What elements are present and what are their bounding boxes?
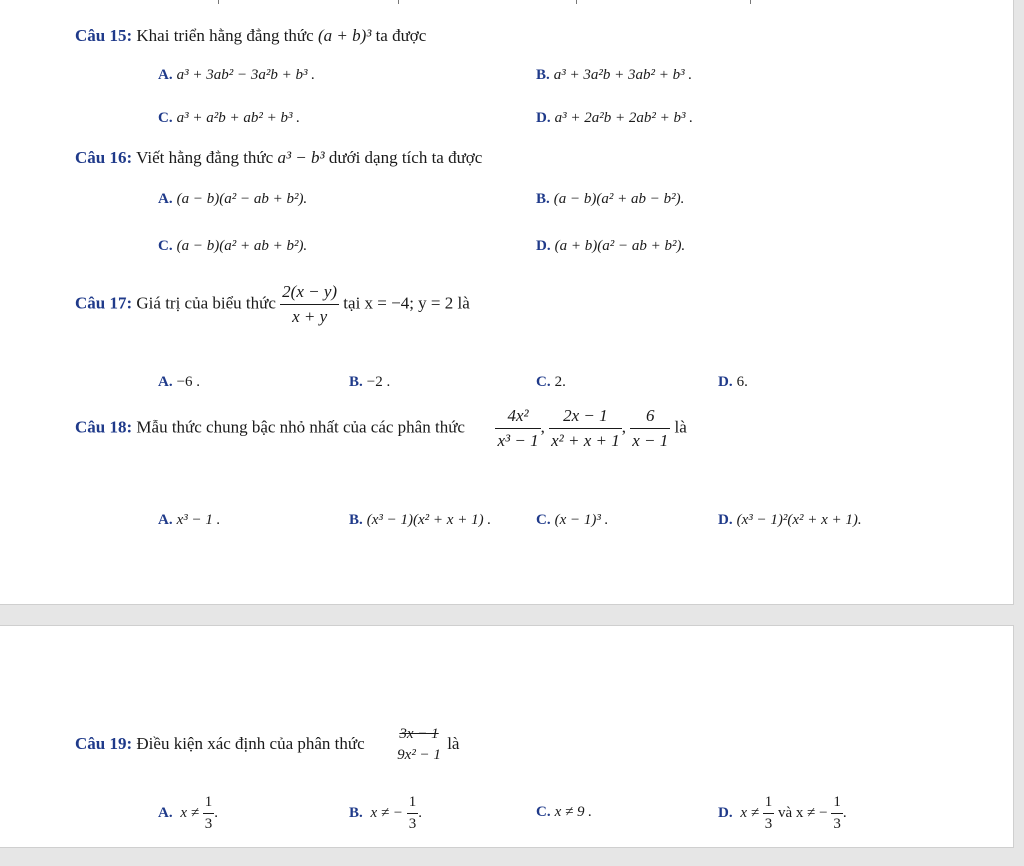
option-letter: C. <box>536 804 551 820</box>
option-text: (a + b)(a² − ab + b²). <box>554 238 686 254</box>
option-text: x ≠ 9 . <box>554 804 592 820</box>
option-letter: C. <box>536 374 551 390</box>
page-edge-mark <box>750 0 751 4</box>
option-b[interactable] <box>349 794 422 833</box>
question-expression: a³ − b³ <box>277 148 325 167</box>
document-page-2 <box>0 625 1014 848</box>
question-text: Viết hằng đẳng thức <box>136 148 274 167</box>
option-letter: D. <box>536 238 551 254</box>
option-c[interactable] <box>536 512 608 529</box>
option-text: a³ + a²b + ab² + b³ . <box>176 110 300 126</box>
question-tail: ta được <box>375 26 427 45</box>
option-suffix: . <box>418 804 423 821</box>
option-suffix: . <box>214 804 218 821</box>
fraction-3 <box>630 406 670 451</box>
question-tail: tại x = −4; y = 2 là <box>343 293 470 313</box>
fraction <box>407 794 419 833</box>
option-a[interactable] <box>158 794 218 833</box>
option-letter: B. <box>349 374 363 390</box>
option-letter: D. <box>536 110 551 126</box>
option-letter: C. <box>158 238 173 254</box>
fraction-denominator: 3 <box>764 816 773 832</box>
option-text: −2 . <box>366 374 391 390</box>
option-prefix: x ≠ <box>180 804 199 821</box>
option-b[interactable] <box>349 512 491 529</box>
fraction-numerator: 2(x − y) <box>280 282 339 305</box>
fraction-2 <box>549 406 622 451</box>
option-text: a³ + 3a²b + 3ab² + b³ . <box>553 67 693 83</box>
option-d[interactable] <box>536 238 685 255</box>
fraction-denominator: x³ − 1 <box>497 431 539 450</box>
option-text: (x³ − 1)(x² + x + 1) . <box>366 512 492 528</box>
question-text: Khai triển hằng đẳng thức <box>136 26 314 45</box>
fraction-denominator: x + y <box>292 307 328 326</box>
option-c[interactable] <box>158 110 300 127</box>
option-letter: A. <box>158 67 173 83</box>
question-label: Câu 17: <box>75 293 133 313</box>
question-text: Giá trị của biểu thức <box>136 293 276 313</box>
option-letter: A. <box>158 191 173 207</box>
option-letter: D. <box>718 804 733 821</box>
question-17 <box>75 282 470 327</box>
fraction <box>280 282 339 327</box>
option-d[interactable] <box>718 512 862 529</box>
fraction-numerator: 2x − 1 <box>549 406 622 429</box>
option-text: x³ − 1 . <box>176 512 221 528</box>
option-a[interactable] <box>158 191 307 208</box>
question-15 <box>75 26 426 46</box>
option-c[interactable] <box>536 374 566 391</box>
page-edge-mark <box>218 0 219 4</box>
fraction-numerator: 6 <box>630 406 670 429</box>
option-text: (a − b)(a² − ab + b²). <box>176 191 308 207</box>
option-a[interactable] <box>158 512 220 529</box>
fraction-denominator: 9x² − 1 <box>397 747 441 763</box>
question-expression: (a + b)³ <box>317 26 372 45</box>
fraction-denominator: 3 <box>204 816 213 832</box>
option-d[interactable] <box>536 110 693 127</box>
question-label: Câu 19: <box>75 733 133 753</box>
option-text: (x − 1)³ . <box>554 512 609 528</box>
option-text: (a − b)(a² + ab − b²). <box>553 191 685 207</box>
option-a[interactable] <box>158 374 200 391</box>
fraction <box>395 726 443 764</box>
fraction <box>763 794 775 833</box>
option-text: a³ + 2a²b + 2ab² + b³ . <box>554 110 693 126</box>
question-tail: dưới dạng tích ta được <box>328 148 483 167</box>
option-letter: A. <box>158 374 173 390</box>
fraction-numerator: 1 <box>831 794 843 814</box>
fraction-denominator: x − 1 <box>632 431 669 450</box>
option-middle: và x ≠ − <box>777 804 828 821</box>
option-letter: D. <box>718 512 733 528</box>
option-letter: C. <box>158 110 173 126</box>
option-suffix: . <box>842 804 847 821</box>
fraction <box>203 794 215 833</box>
question-label: Câu 15: <box>75 26 133 45</box>
option-letter: A. <box>158 512 173 528</box>
question-19 <box>75 726 459 764</box>
fraction-1 <box>495 406 540 451</box>
option-text: (x³ − 1)²(x² + x + 1). <box>736 512 862 528</box>
option-letter: C. <box>536 512 551 528</box>
question-label: Câu 18: <box>75 417 133 437</box>
question-16 <box>75 148 482 168</box>
option-text: −6 . <box>176 374 201 390</box>
fraction-numerator: 1 <box>407 794 419 814</box>
option-c[interactable] <box>536 804 592 821</box>
question-text: Điều kiện xác định của phân thức <box>136 733 365 753</box>
option-letter: B. <box>536 67 550 83</box>
option-text: a³ + 3ab² − 3a²b + b³ . <box>176 67 315 83</box>
option-a[interactable] <box>158 67 315 84</box>
fraction <box>831 794 843 833</box>
fraction-numerator: 1 <box>203 794 215 814</box>
fraction-denominator: 3 <box>833 816 841 832</box>
option-letter: B. <box>536 191 550 207</box>
question-label: Câu 16: <box>75 148 133 167</box>
option-prefix: x ≠ − <box>370 804 404 821</box>
option-text: 6. <box>736 374 748 390</box>
option-text: (a − b)(a² + ab + b²). <box>176 238 308 254</box>
fraction-denominator: x² + x + 1 <box>551 431 620 450</box>
option-b[interactable] <box>349 374 390 391</box>
option-letter: B. <box>349 804 363 821</box>
option-c[interactable] <box>158 238 307 255</box>
fraction-numerator: 4x² <box>495 406 540 429</box>
fraction-denominator: 3 <box>408 816 417 832</box>
question-tail: là <box>674 417 687 437</box>
option-d[interactable] <box>718 374 748 391</box>
fraction-numerator: 1 <box>763 794 775 814</box>
option-b[interactable] <box>536 191 684 208</box>
page-edge-mark <box>398 0 399 4</box>
question-tail: là <box>447 733 460 753</box>
option-d[interactable] <box>718 794 847 833</box>
option-letter: B. <box>349 512 363 528</box>
page-edge-mark <box>576 0 577 4</box>
option-text: 2. <box>554 374 566 390</box>
fraction-numerator: 3x − 1 <box>399 726 439 742</box>
option-letter: A. <box>158 804 173 821</box>
option-b[interactable] <box>536 67 692 84</box>
option-letter: D. <box>718 374 733 390</box>
option-prefix: x ≠ <box>740 804 759 821</box>
question-text: Mẫu thức chung bậc nhỏ nhất của các phân thức <box>136 417 465 437</box>
question-18: Câu 18: Mẫu thức chung bậc nhỏ nhất của các phân thức $\frac{\text{4x²}}{\text{x³ − 1}}$ , $\frac{2x - 1}{\text{x² + x + 1}}$ , $\frac{6}{x - 1}$ là <box>75 406 687 450</box>
